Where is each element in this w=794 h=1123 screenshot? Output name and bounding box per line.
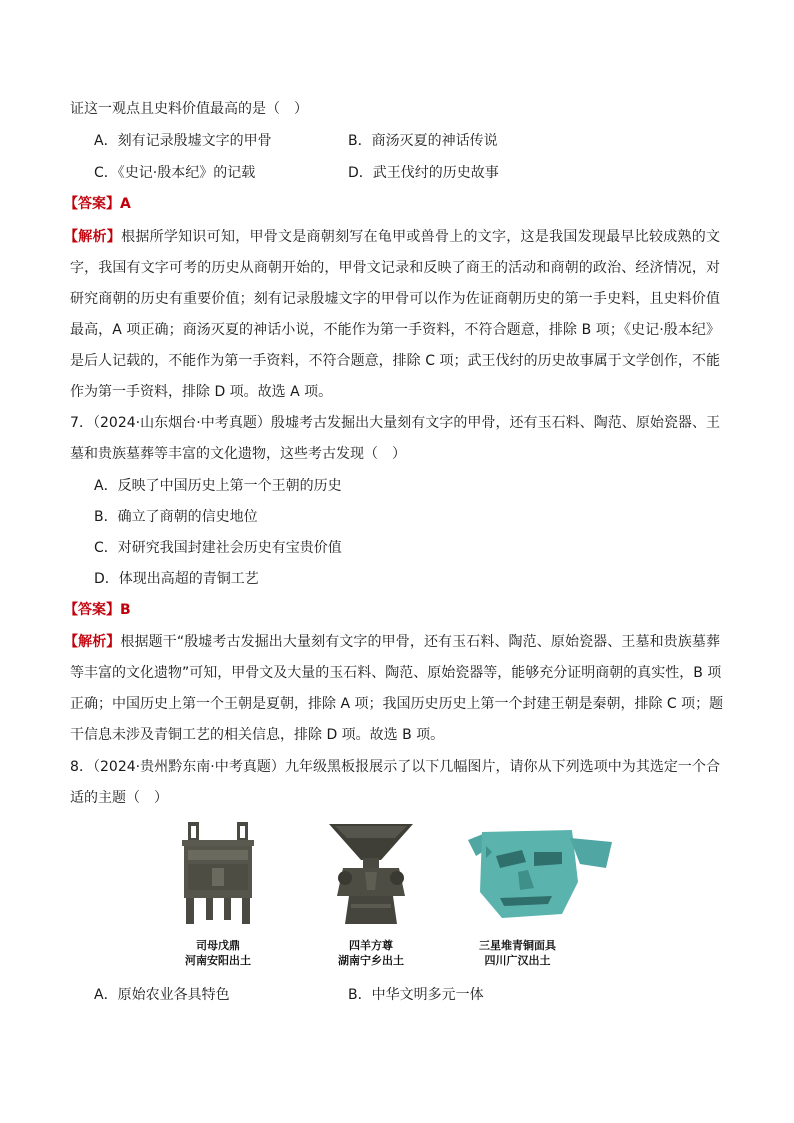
q7-option-b: B．确立了商朝的信史地位 [94, 509, 258, 525]
q8-option-b: B．中华文明多元一体 [348, 987, 484, 1003]
analysis-tag: 【解析】 [64, 229, 122, 245]
answer-value: A [120, 196, 131, 212]
analysis-text: 根据所学知识可知，甲骨文是商朝刻写在龟甲或兽骨上的文字，这是我国发现最早比较成熟的文 [121, 229, 721, 245]
q7-option-d: D．体现出高超的青铜工艺 [94, 571, 259, 587]
bronze-mask-icon [462, 822, 614, 922]
q6-stem-tail: 证这一观点且史料价值最高的是（ ） [70, 101, 308, 117]
q6-analysis-line-5: 是后人记载的，不能作为第一手资料，不符合题意，排除 C 项；武王伐纣的历史故事属于文学创作，不能 [70, 353, 720, 369]
bronze-zun-icon [325, 820, 417, 928]
q7-option-c: C．对研究我国封建社会历史有宝贵价值 [94, 540, 342, 556]
q6-analysis-line-1 [64, 227, 720, 247]
q6-option-b: B．商汤灭夏的神话传说 [348, 133, 498, 149]
caption-mask-name: 三星堆青铜面具 [479, 939, 556, 952]
q7-stem-line-1: 7．（2024·山东烟台·中考真题）殷墟考古发掘出大量刻有文字的甲骨，还有玉石料、陶范、原始瓷器、王 [70, 415, 720, 431]
q8-option-a: A．原始农业各具特色 [94, 987, 230, 1003]
q6-analysis-line-3: 研究商朝的历史有重要价值；刻有记录殷墟文字的甲骨可以作为佐证商朝历史的第一手史料，且史料价值 [70, 291, 720, 307]
q7-stem-line-2: 墓和贵族墓葬等丰富的文化遗物，这些考古发现（ ） [70, 446, 406, 462]
q7-answer [64, 600, 131, 620]
q7-analysis-line-2: 等丰富的文化遗物”可知，甲骨文及大量的玉石料、陶范、原始瓷器等，能够充分证明商朝的真实性，B 项 [70, 665, 722, 681]
q8-stem-line-1: 8．（2024·贵州黔东南·中考真题）九年级黑板报展示了以下几幅图片，请你从下列选项中为其选定一个合 [70, 759, 720, 775]
answer-value: B [120, 602, 131, 618]
caption-zun-origin: 湖南宁乡出土 [338, 954, 404, 967]
q6-analysis-line-2: 字，我国有文字可考的历史从商朝开始的，甲骨文记录和反映了商王的活动和商朝的政治、经济情况，对 [70, 260, 720, 276]
q6-option-a: A．刻有记录殷墟文字的甲骨 [94, 133, 272, 149]
caption-ding-name: 司母戊鼎 [196, 939, 240, 952]
q6-analysis-line-6: 作为第一手资料，排除 D 项。故选 A 项。 [70, 384, 333, 400]
q8-stem-line-2: 适的主题（ ） [70, 790, 168, 806]
q7-analysis-line-4: 干信息未涉及青铜工艺的相关信息，排除 D 项。故选 B 项。 [70, 727, 445, 743]
answer-tag: 【答案】 [64, 602, 120, 618]
caption-ding-origin: 河南安阳出土 [185, 954, 251, 967]
q7-option-a: A．反映了中国历史上第一个王朝的历史 [94, 478, 342, 494]
q6-option-d: D．武王伐纣的历史故事 [348, 165, 499, 181]
q7-analysis-line-1 [64, 632, 720, 652]
q6-analysis-line-4: 最高，A 项正确；商汤灭夏的神话小说，不能作为第一手资料，不符合题意，排除 B 项；《史记·殷本纪》 [70, 322, 720, 338]
caption-mask-origin: 四川广汉出土 [484, 954, 551, 967]
q6-option-c: C．《史记·殷本纪》的记载 [94, 165, 256, 181]
q6-answer [64, 194, 131, 214]
analysis-tag: 【解析】 [64, 634, 121, 650]
bronze-ding-icon [176, 820, 260, 928]
q7-analysis-line-3: 正确；中国历史上第一个王朝是夏朝，排除 A 项；我国历史历史上第一个封建王朝是秦朝，排除 C 项；题 [70, 696, 724, 712]
analysis-text: 根据题干“殷墟考古发掘出大量刻有文字的甲骨，还有玉石料、陶范、原始瓷器、王墓和贵族墓葬 [120, 634, 720, 650]
caption-zun-name: 四羊方尊 [349, 939, 393, 952]
answer-tag: 【答案】 [64, 196, 120, 212]
